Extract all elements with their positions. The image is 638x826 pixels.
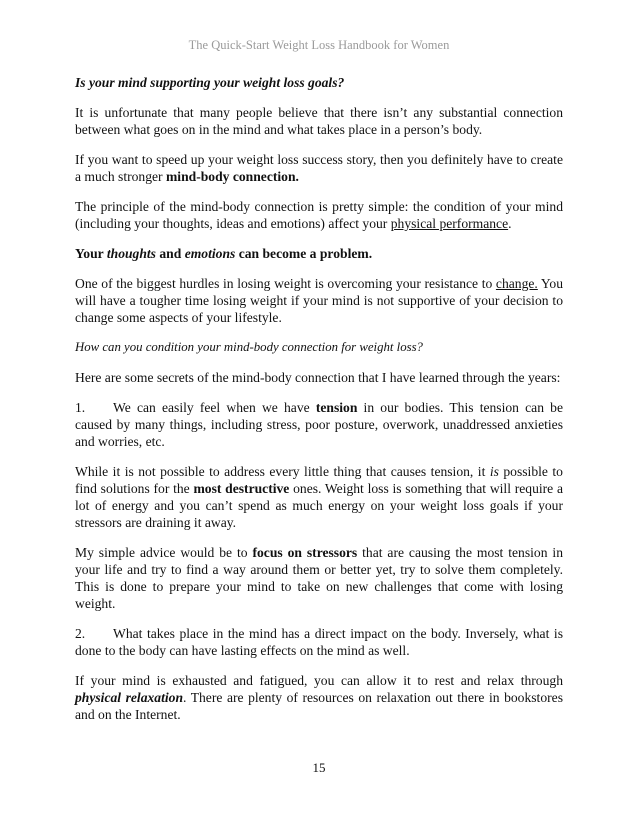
paragraph-8 <box>75 544 563 612</box>
bold-phrase: mind-body connection. <box>165 169 299 184</box>
paragraph-9 <box>75 672 563 723</box>
list-number: 1. <box>75 400 86 415</box>
page-number: 15 <box>312 760 326 775</box>
page-body <box>75 74 563 736</box>
bold-italic-phrase: physical relaxation <box>75 690 184 705</box>
text-run: One of the biggest hurdles in losing weight is overcoming your resistance to <box>75 276 496 291</box>
text-run: can become a problem. <box>235 246 373 261</box>
paragraph-5 <box>75 275 563 326</box>
text-run: possible to find solutions for the <box>75 464 563 496</box>
italic-word: thoughts <box>106 246 156 261</box>
paragraph-3 <box>75 198 563 232</box>
text-run: Your <box>75 246 107 261</box>
text-run: If you want to speed up your weight loss success story, then you definitely have to create a much stronger <box>75 152 563 184</box>
paragraph-2 <box>75 151 563 185</box>
text-run: The principle of the mind-body connection is pretty simple: the condition of your mind (including your thoughts, ideas and emotions) affect your <box>75 199 563 231</box>
italic-word: emotions <box>184 246 236 261</box>
text-run: that are causing the most tension in your life and try to find a way around them or better yet, try to solve them completely. This is done to prepare your mind to take on new challenges that come with losing weight. <box>75 545 563 611</box>
section-heading: Is your mind supporting your weight loss goals? <box>75 75 345 90</box>
italic-word: is <box>489 464 499 479</box>
subheading: How can you condition your mind-body connection for weight loss? <box>75 340 423 354</box>
list-item-2 <box>75 625 563 659</box>
list-number: 2. <box>75 626 86 641</box>
text-run: ones. Weight loss is something that will require a lot of energy and you can’t spend as much energy on your weight loss goals if your stressors are draining it away. <box>75 481 564 530</box>
text-run: While it is not possible to address every little thing that causes tension, it <box>75 464 490 479</box>
text-run: in our bodies. This tension can be caused by many things, including stress, poor posture, overwork, unaddressed anxieties and worries, etc. <box>75 400 563 449</box>
bold-phrase: tension <box>315 400 358 415</box>
text-run: My simple advice would be to <box>75 545 253 560</box>
bold-phrase: focus on stressors <box>252 545 358 560</box>
paragraph-4-bold <box>75 245 563 262</box>
text-run: You will have a tougher time losing weight if your mind is not supportive of your decision to change some aspects of your lifestyle. <box>75 276 563 325</box>
paragraph-1: It is unfortunate that many people believe that there isn’t any substantial connection between what goes on in the mind and what takes place in a person’s body. <box>75 105 563 137</box>
text-run: If your mind is exhausted and fatigued, you can allow it to rest and relax through <box>75 673 563 688</box>
underlined-phrase: physical performance <box>390 216 509 231</box>
paragraph-6: Here are some secrets of the mind-body connection that I have learned through the years: <box>75 370 561 385</box>
text-run: . <box>508 216 512 231</box>
underlined-phrase: change. <box>495 276 538 291</box>
text-run: We can easily feel when we have <box>113 400 316 415</box>
text-run: What takes place in the mind has a direct impact on the body. Inversely, what is done to the body can have lasting effects on the mind as well. <box>75 626 563 658</box>
paragraph-7 <box>75 463 563 531</box>
text-run: . There are plenty of resources on relaxation out there in bookstores and on the Internet. <box>75 690 563 722</box>
running-header: The Quick-Start Weight Loss Handbook for Women <box>188 38 450 52</box>
bold-phrase: most destructive <box>193 481 290 496</box>
text-run: and <box>155 246 185 261</box>
list-item-1 <box>75 399 563 450</box>
